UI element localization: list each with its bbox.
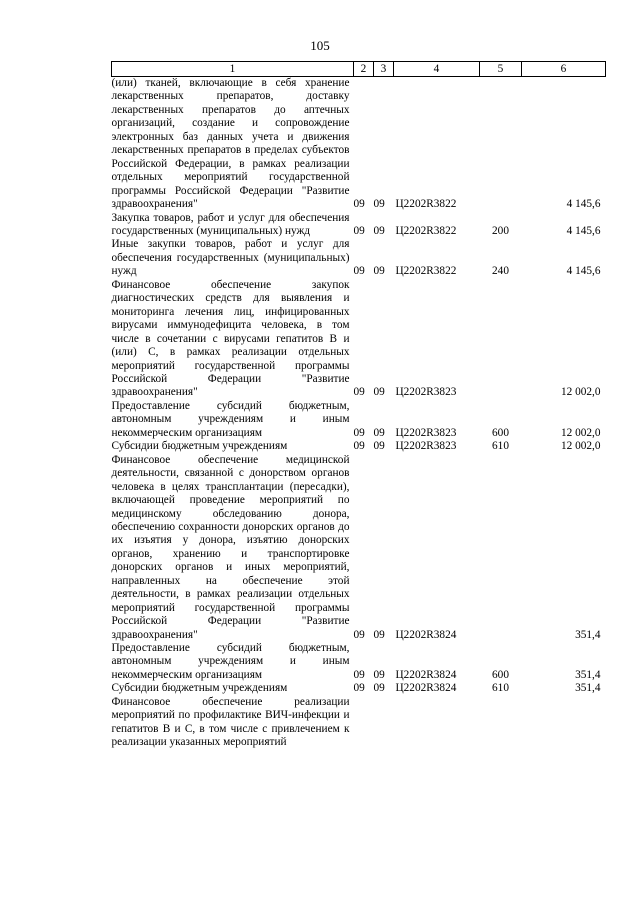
row-description: Закупка товаров, работ и услуг для обеспечения государственных (муниципальных) нужд <box>111 211 350 237</box>
row-amount: 12 002,0 <box>560 386 601 399</box>
row-section: 09 <box>353 426 365 439</box>
row-subsection: 09 <box>373 265 385 278</box>
table-row <box>112 279 606 400</box>
row-target-code: Ц2202R3823 <box>395 440 457 453</box>
row-description: Субсидии бюджетным учреждениям <box>111 440 288 453</box>
column-header-1: 1 <box>112 62 354 77</box>
column-header-3: 3 <box>374 62 394 77</box>
row-description: Предоставление субсидий бюджетным, автономным учреждениям и иным некоммерческим организациям <box>111 642 350 681</box>
budget-table <box>111 61 606 750</box>
row-section: 09 <box>353 265 365 278</box>
row-section: 09 <box>353 386 365 399</box>
row-expense-type: 610 <box>492 682 509 695</box>
row-expense-type: 610 <box>492 440 509 453</box>
row-description: Финансовое обеспечение реализации мероприятий по профилактике ВИЧ-инфекции и гепатитов В и С, в том числе с привлечением к реализации указанных мероприятий <box>111 695 350 749</box>
row-section <box>354 696 374 750</box>
table-row <box>112 454 606 642</box>
row-expense-type: 600 <box>492 426 509 439</box>
row-target-code: Ц2202R3822 <box>395 198 457 211</box>
row-description: (или) тканей, включающие в себя хранение лекарственных препаратов, доставку лекарственных препаратов до аптечных организаций, создание и сопровождение электронных баз данных учета и движения лекарственных препаратов в пределах субъектов Российской Федерации, в рамках реализации отдельных мероприятий государственной программы Российской Федерации "Развитие здравоохранения" <box>111 77 350 211</box>
row-subsection: 09 <box>373 386 385 399</box>
row-expense-type <box>480 77 522 212</box>
row-description: Финансовое обеспечение закупок диагностических средств для выявления и мониторинга лечения лиц, инфицированных вирусами иммунодефицита человека, в том числе в сочетании с вирусами гепатитов В и (или) С, в рамках реализации отдельных мероприятий государственной программы Российской Федерации "Развитие здравоохранения" <box>111 278 350 399</box>
row-subsection: 09 <box>373 198 385 211</box>
row-expense-type <box>480 279 522 400</box>
row-subsection: 09 <box>373 440 385 453</box>
row-description: Иные закупки товаров, работ и услуг для обеспечения государственных (муниципальных) нужд <box>111 238 350 278</box>
row-amount: 12 002,0 <box>560 440 601 453</box>
row-description: Субсидии бюджетным учреждениям <box>111 682 288 695</box>
table-row <box>112 212 606 239</box>
table-row <box>112 400 606 440</box>
row-expense-type: 200 <box>492 224 509 237</box>
row-section: 09 <box>353 198 365 211</box>
row-section: 09 <box>353 628 365 641</box>
row-target-code: Ц2202R3824 <box>395 668 457 681</box>
row-subsection: 09 <box>373 426 385 439</box>
row-target-code: Ц2202R3822 <box>395 265 457 278</box>
table-row <box>112 440 606 453</box>
row-section: 09 <box>353 440 365 453</box>
row-expense-type: 600 <box>492 668 509 681</box>
row-expense-type <box>480 454 522 642</box>
row-target-code: Ц2202R3822 <box>395 224 457 237</box>
row-amount: 351,4 <box>575 628 601 641</box>
row-target-code <box>394 696 480 750</box>
page-number: 105 <box>310 38 330 53</box>
row-description: Предоставление субсидий бюджетным, автономным учреждениям и иным некоммерческим организациям <box>111 399 350 439</box>
table-row <box>112 238 606 278</box>
row-target-code: Ц2202R3824 <box>395 682 457 695</box>
row-amount: 12 002,0 <box>560 426 601 439</box>
row-subsection <box>374 696 394 750</box>
row-target-code: Ц2202R3823 <box>395 426 457 439</box>
table-row <box>112 696 606 750</box>
row-amount <box>522 696 606 750</box>
column-header-2: 2 <box>354 62 374 77</box>
row-subsection: 09 <box>373 224 385 237</box>
row-section: 09 <box>353 224 365 237</box>
row-amount: 351,4 <box>575 668 601 681</box>
column-header-5: 5 <box>480 62 522 77</box>
column-header-4: 4 <box>394 62 480 77</box>
row-description: Финансовое обеспечение медицинской деятельности, связанной с донорством органов человека в целях трансплантации (пересадки), включающей проведение мероприятий по медицинскому обследованию донора, обеспечению сохранности донорских органов до их изъятия у донора, изъятию донорских органов, хранению и транспортировке донорских органов и иных мероприятий, направленных на обеспечение этой деятельности, в рамках реализации отдельных мероприятий государственной программы Российской Федерации "Развитие здравоохранения" <box>111 453 350 641</box>
row-amount: 4 145,6 <box>566 265 601 278</box>
row-target-code: Ц2202R3823 <box>395 386 457 399</box>
row-expense-type: 240 <box>492 265 509 278</box>
row-subsection: 09 <box>373 682 385 695</box>
row-amount: 4 145,6 <box>566 224 601 237</box>
row-section: 09 <box>353 682 365 695</box>
header-row <box>112 62 606 77</box>
row-amount: 351,4 <box>575 682 601 695</box>
table-header <box>112 62 606 77</box>
table-row <box>112 682 606 695</box>
row-section: 09 <box>353 668 365 681</box>
column-header-6: 6 <box>522 62 606 77</box>
table-row <box>112 77 606 212</box>
table-body <box>112 77 606 750</box>
row-expense-type <box>480 696 522 750</box>
row-subsection: 09 <box>373 628 385 641</box>
table-row <box>112 642 606 682</box>
row-subsection: 09 <box>373 668 385 681</box>
row-amount: 4 145,6 <box>566 198 601 211</box>
row-target-code: Ц2202R3824 <box>395 628 457 641</box>
